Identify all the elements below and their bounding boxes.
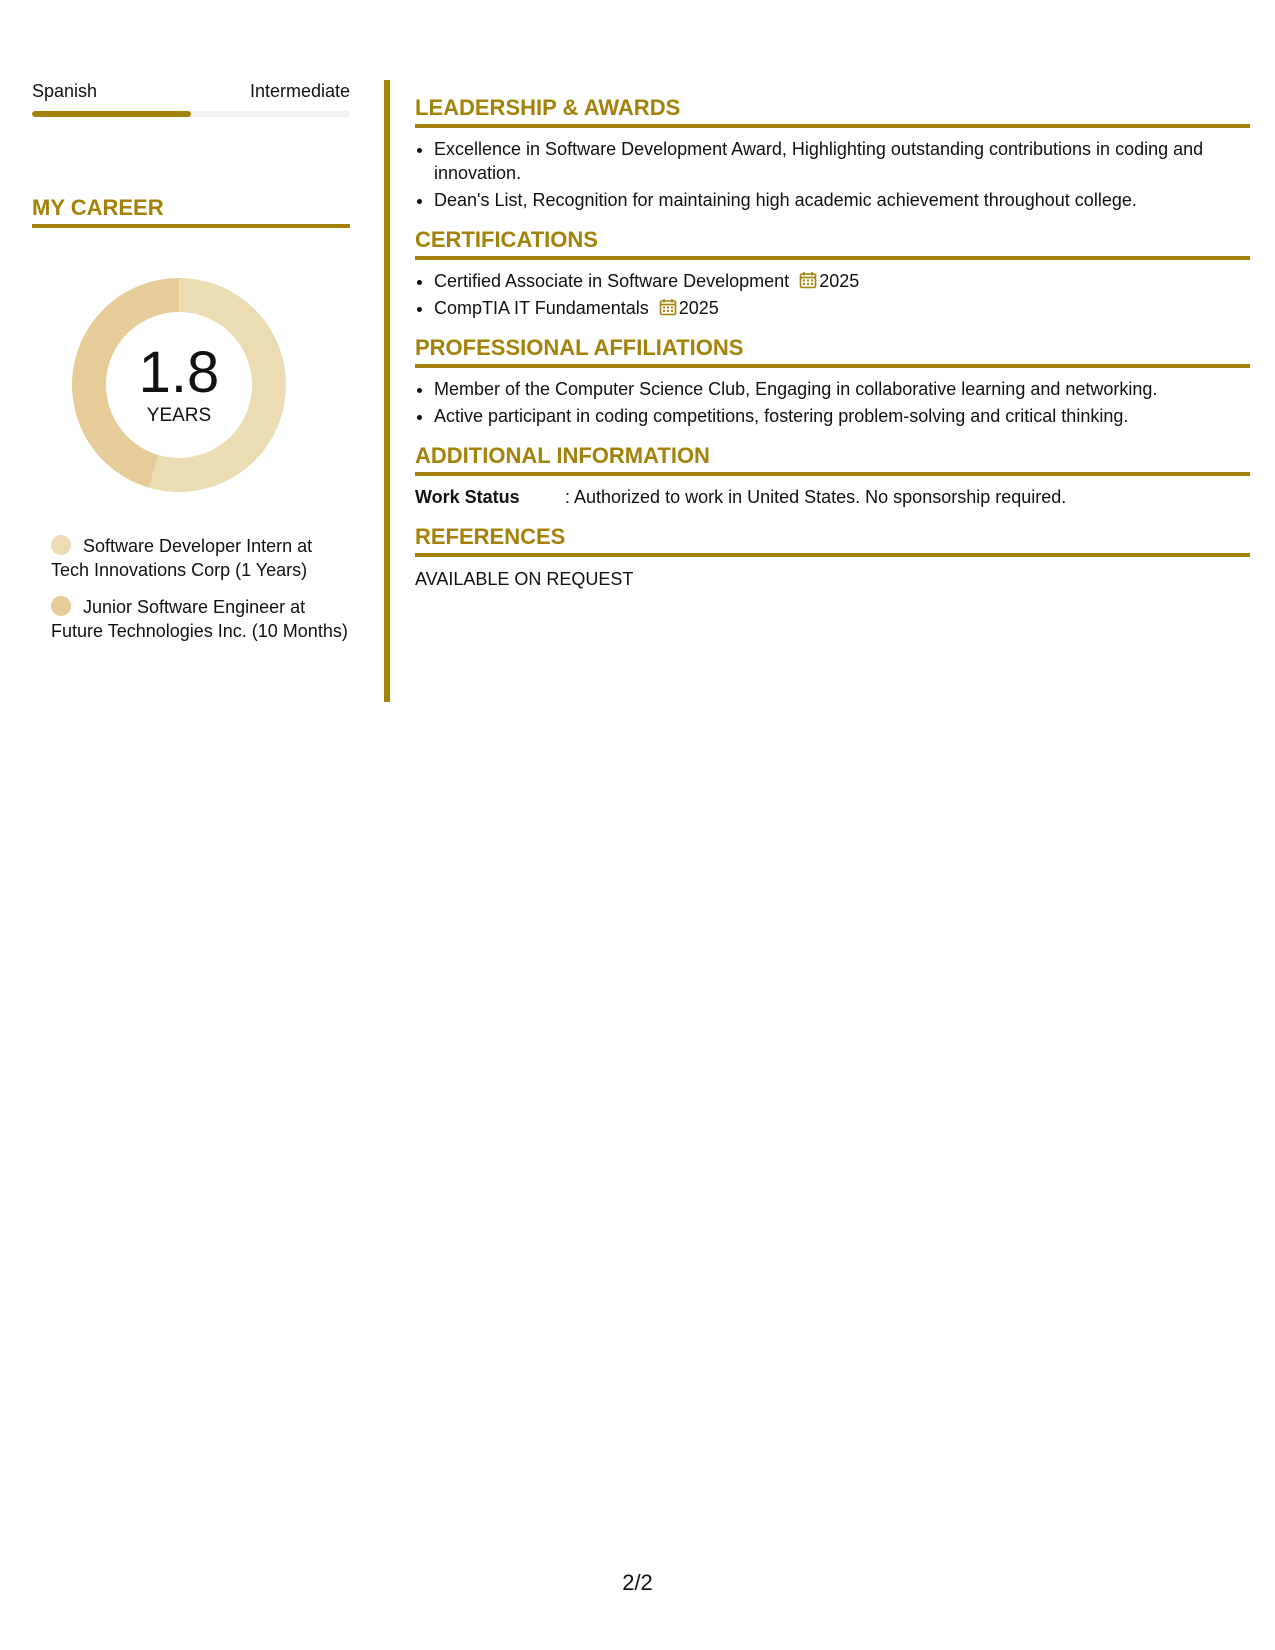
section-heading: PROFESSIONAL AFFILIATIONS [415,335,1250,368]
career-legend [32,534,350,643]
list-item: • Member of the Computer Science Club, Engaging in collaborative learning and networking. [434,377,1250,401]
list-item [434,296,1250,320]
right-column [415,95,1250,606]
language-row [32,80,350,102]
section-leadership [415,95,1250,212]
leadership-list [415,137,1250,212]
legend-dot [51,596,71,616]
section-heading: REFERENCES [415,524,1250,557]
work-status-row [415,485,1250,509]
section-references [415,524,1250,591]
language-proficiency-bar [32,111,350,117]
list-item: • Dean's List, Recognition for maintaining high academic achievement throughout college. [434,188,1250,212]
certification-name: Certified Associate in Software Development [434,271,790,291]
list-item: • Active participant in coding competitions, fostering problem-solving and critical thinking. [434,404,1250,428]
certification-name: CompTIA IT Fundamentals [434,298,649,318]
career-heading: MY CAREER [32,195,350,228]
career-total-value: 1.8 [138,340,220,405]
work-status-label: Work Status [415,487,520,507]
affiliations-list [415,377,1250,428]
language-level: Intermediate [249,81,350,101]
section-certifications [415,227,1250,320]
certifications-list [415,269,1250,320]
career-legend-label: Software Developer Intern at Tech Innovations Corp (1 Years) [51,536,313,580]
certification-year: 2025 [819,271,860,291]
career-donut-chart [66,272,292,498]
left-column [32,80,350,656]
section-additional-information [415,443,1250,509]
career-total-unit: YEARS [146,405,212,426]
page-number: 2/2 [622,1570,653,1595]
references-text: AVAILABLE ON REQUEST [415,569,634,589]
language-name: Spanish [32,81,98,101]
career-legend-label: Junior Software Engineer at Future Technologies Inc. (10 Months) [51,597,348,641]
career-legend-item [51,534,350,582]
career-donut-svg [66,272,292,498]
calendar-icon [799,271,817,289]
list-item [434,269,1250,293]
legend-dot [51,535,71,555]
section-heading: ADDITIONAL INFORMATION [415,443,1250,476]
list-item: • Excellence in Software Development Award, Highlighting outstanding contributions in coding and innovation. [434,137,1250,185]
certification-year: 2025 [678,298,719,318]
calendar-icon [659,298,677,316]
section-affiliations [415,335,1250,428]
language-proficiency-fill [32,111,191,117]
section-heading: LEADERSHIP & AWARDS [415,95,1250,128]
section-heading: CERTIFICATIONS [415,227,1250,260]
work-status-value: : Authorized to work in United States. No sponsorship required. [565,487,1067,507]
column-divider [384,80,390,702]
career-legend-item [51,595,350,643]
